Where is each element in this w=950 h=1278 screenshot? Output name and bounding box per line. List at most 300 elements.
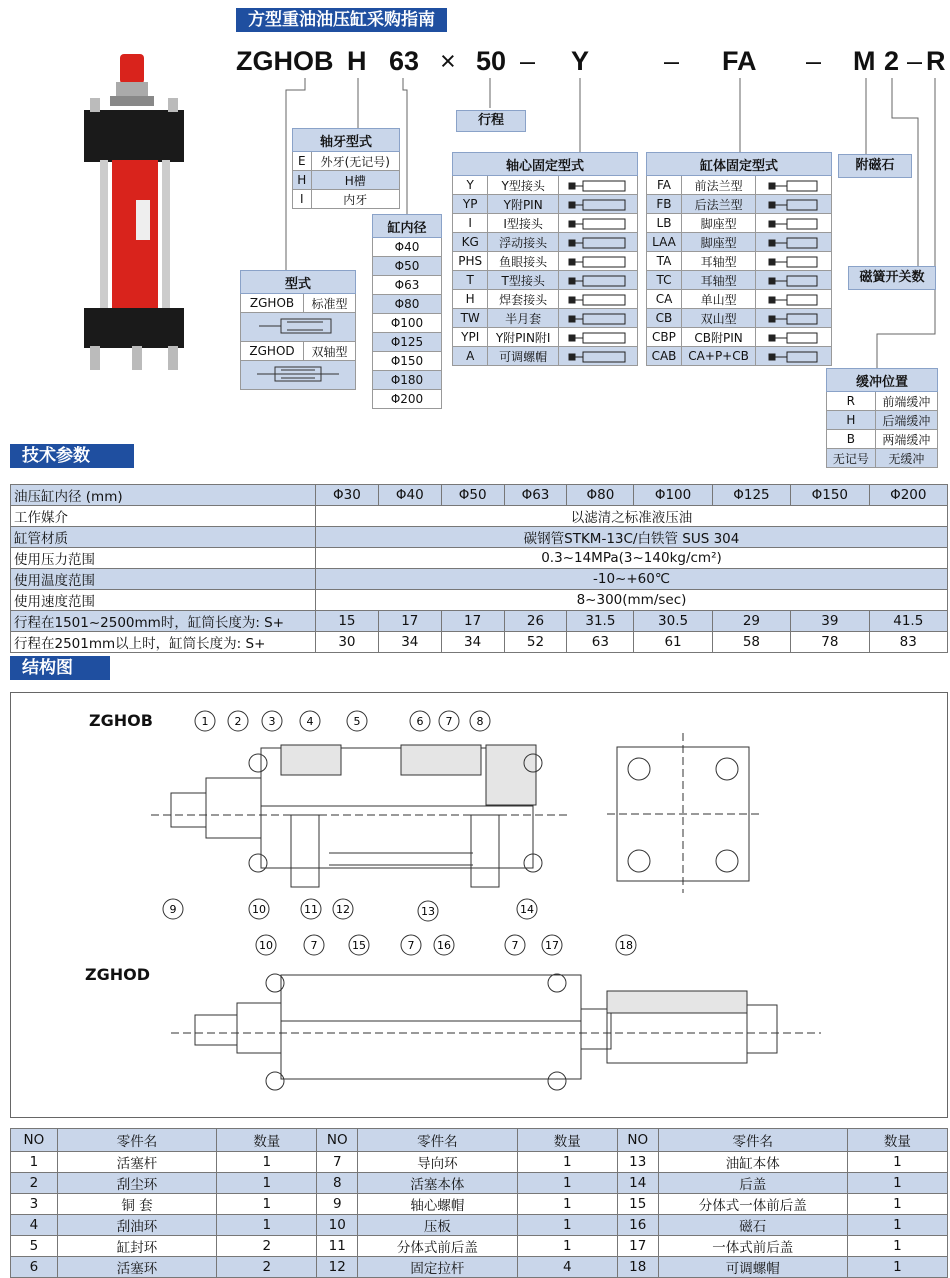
mount-diagram-icon (763, 256, 825, 268)
mount-diagram-icon (763, 351, 825, 363)
parts-cell: 9 (317, 1194, 358, 1215)
tech-value: 29 (712, 611, 790, 632)
callout-number: 7 (407, 939, 415, 952)
structure-drawing (11, 693, 945, 1115)
parts-cell: 15 (617, 1194, 658, 1215)
parts-cell: 铜 套 (57, 1194, 217, 1215)
parts-cell: 8 (317, 1173, 358, 1194)
parts-cell: 1 (217, 1215, 317, 1236)
parts-cell: 18 (617, 1257, 658, 1278)
tech-row (11, 506, 948, 527)
parts-cell: 2 (11, 1173, 58, 1194)
bore-table (372, 214, 442, 409)
type-diagram-standard (241, 313, 356, 342)
parts-row (11, 1194, 948, 1215)
parts-cell: 1 (217, 1194, 317, 1215)
tech-label: 使用压力范围 (11, 548, 316, 569)
callout-number: 13 (421, 905, 435, 918)
mount-diagram-icon (763, 313, 825, 325)
tech-label: 使用速度范围 (11, 590, 316, 611)
mount-desc: 脚座型 (681, 214, 755, 233)
callout-number: 3 (268, 715, 276, 728)
mount-code: PHS (453, 252, 488, 271)
callout-number: 10 (259, 939, 273, 952)
tech-bore: Φ100 (634, 485, 712, 506)
mount-code: CB (647, 309, 682, 328)
tech-value: 63 (567, 632, 634, 653)
code-switch: 2 (884, 46, 900, 76)
parts-cell: 1 (517, 1173, 617, 1194)
mount-option-row (453, 195, 638, 214)
mount-desc: T型接头 (488, 271, 559, 290)
tech-row (11, 590, 948, 611)
code-thread: H (347, 46, 367, 76)
bore-header: 缸内径 (373, 215, 442, 238)
parts-row (11, 1236, 948, 1257)
parts-cell: 活塞环 (57, 1257, 217, 1278)
tech-value: 52 (504, 632, 567, 653)
code-stroke: 50 (476, 46, 507, 76)
rod-mount-table (452, 152, 638, 366)
type-header: 型式 (241, 271, 356, 294)
body-mount-header: 缸体固定型式 (647, 153, 832, 176)
cushion-code: H (827, 411, 876, 430)
callout-number: 5 (353, 715, 361, 728)
parts-cell: 活塞本体 (358, 1173, 518, 1194)
callout-number: 7 (445, 715, 453, 728)
mount-option-row (453, 347, 638, 366)
callout-number: 18 (619, 939, 633, 952)
mount-icon-cell (558, 328, 637, 347)
mount-diagram-icon (763, 218, 825, 230)
parts-cell: 导向环 (358, 1152, 518, 1173)
mount-desc: Y型接头 (488, 176, 559, 195)
mount-icon-cell (558, 290, 637, 309)
parts-cell: 1 (217, 1173, 317, 1194)
mount-icon-cell (558, 195, 637, 214)
tech-row (11, 569, 948, 590)
mount-diagram-icon (567, 313, 629, 325)
tech-value: 31.5 (567, 611, 634, 632)
mount-icon-cell (558, 271, 637, 290)
mount-icon-cell (756, 195, 832, 214)
mount-diagram-icon (567, 275, 629, 287)
mount-code: T (453, 271, 488, 290)
mount-option-row (453, 252, 638, 271)
code-cushion: R (926, 46, 946, 76)
type-code: ZGHOD (241, 342, 304, 361)
bore-option: Φ125 (373, 333, 442, 352)
tech-label: 使用温度范围 (11, 569, 316, 590)
mount-icon-cell (756, 176, 832, 195)
callout-number: 6 (416, 715, 424, 728)
parts-cell: 一体式前后盖 (658, 1236, 847, 1257)
type-code: ZGHOB (241, 294, 304, 313)
tech-label: 行程在2501mm以上时，缸筒长度为: S+ (11, 632, 316, 653)
mount-option-row (453, 233, 638, 252)
parts-cell: 分体式一体前后盖 (658, 1194, 847, 1215)
parts-cell: 3 (11, 1194, 58, 1215)
reed-switch-label: 磁簧开关数 (848, 266, 936, 290)
tech-value: -10~+60℃ (316, 569, 948, 590)
type-table (240, 270, 356, 390)
parts-cell: 1 (517, 1236, 617, 1257)
mount-code: TA (647, 252, 682, 271)
callout-number: 7 (310, 939, 318, 952)
thread-type-table (292, 128, 400, 209)
callout-number: 10 (252, 903, 266, 916)
mount-icon-cell (558, 233, 637, 252)
parts-row (11, 1215, 948, 1236)
mount-option-row (453, 214, 638, 233)
parts-cell: 5 (11, 1236, 58, 1257)
parts-cell: 1 (11, 1152, 58, 1173)
parts-cell: 14 (617, 1173, 658, 1194)
mount-diagram-icon (763, 294, 825, 306)
parts-cell: 16 (617, 1215, 658, 1236)
cylinder-diagram-icon (253, 315, 343, 337)
cushion-table (826, 368, 938, 468)
parts-cell: 分体式前后盖 (358, 1236, 518, 1257)
code-times: × (440, 46, 456, 76)
mount-code: FB (647, 195, 682, 214)
mount-diagram-icon (763, 275, 825, 287)
parts-header-row (11, 1129, 948, 1152)
callout-number: 16 (437, 939, 451, 952)
code-series: ZGHOB (236, 46, 334, 76)
tech-value: 碳钢管STKM-13C/白铁管 SUS 304 (316, 527, 948, 548)
parts-row (11, 1257, 948, 1278)
parts-cell: 4 (11, 1215, 58, 1236)
tech-value: 30 (316, 632, 379, 653)
parts-cell: 1 (517, 1194, 617, 1215)
mount-code: LB (647, 214, 682, 233)
parts-cell: 缸封环 (57, 1236, 217, 1257)
parts-cell: 活塞杆 (57, 1152, 217, 1173)
tech-value: 83 (869, 632, 947, 653)
parts-cell: 1 (517, 1152, 617, 1173)
cushion-code: R (827, 392, 876, 411)
thread-code: H (293, 171, 312, 190)
mount-icon-cell (756, 271, 832, 290)
tech-value: 8~300(mm/sec) (316, 590, 948, 611)
mount-icon-cell (558, 347, 637, 366)
rod-mount-header: 轴心固定型式 (453, 153, 638, 176)
parts-cell: 刮尘环 (57, 1173, 217, 1194)
mount-icon-cell (558, 176, 637, 195)
page-title: 方型重油油压缸采购指南 (236, 8, 447, 32)
code-dash-4: – (907, 46, 923, 76)
mount-option-row (453, 309, 638, 328)
mount-code: A (453, 347, 488, 366)
mount-desc: CA+P+CB (681, 347, 755, 366)
mount-code: LAA (647, 233, 682, 252)
parts-header-cell: NO (11, 1129, 58, 1152)
parts-cell: 17 (617, 1236, 658, 1257)
mount-diagram-icon (763, 332, 825, 344)
mount-option-row (647, 309, 832, 328)
callout-number: 17 (545, 939, 559, 952)
stroke-label: 行程 (456, 110, 526, 132)
mount-code: CBP (647, 328, 682, 347)
parts-cell: 1 (847, 1257, 947, 1278)
parts-cell: 1 (847, 1194, 947, 1215)
parts-cell: 1 (847, 1236, 947, 1257)
tech-value: 61 (634, 632, 712, 653)
parts-cell: 压板 (358, 1215, 518, 1236)
tech-bore: Φ50 (441, 485, 504, 506)
bore-option: Φ150 (373, 352, 442, 371)
thread-desc: H槽 (311, 171, 399, 190)
code-body-mount: FA (722, 46, 757, 76)
callout-number: 2 (234, 715, 242, 728)
bore-option: Φ200 (373, 390, 442, 409)
mount-code: FA (647, 176, 682, 195)
parts-row (11, 1173, 948, 1194)
mount-desc: 半月套 (488, 309, 559, 328)
mount-code: I (453, 214, 488, 233)
tech-bore: Φ150 (791, 485, 869, 506)
mount-diagram-icon (567, 351, 629, 363)
parts-header-cell: NO (617, 1129, 658, 1152)
mount-code: TW (453, 309, 488, 328)
parts-cell: 刮油环 (57, 1215, 217, 1236)
mount-option-row (647, 271, 832, 290)
tech-value: 17 (378, 611, 441, 632)
code-dash-2: – (664, 46, 680, 76)
parts-cell: 4 (517, 1257, 617, 1278)
cushion-header: 缓冲位置 (827, 369, 938, 392)
mount-desc: 后法兰型 (681, 195, 755, 214)
parts-cell: 6 (11, 1257, 58, 1278)
tech-row (11, 611, 948, 632)
mount-option-row (453, 328, 638, 347)
mount-desc: 耳轴型 (681, 252, 755, 271)
bore-option: Φ50 (373, 257, 442, 276)
cushion-code: 无记号 (827, 449, 876, 468)
magnet-label: 附磁石 (838, 154, 912, 178)
mount-icon-cell (558, 309, 637, 328)
mount-code: H (453, 290, 488, 309)
mount-option-row (647, 328, 832, 347)
tech-value: 0.3~14MPa(3~140kg/cm²) (316, 548, 948, 569)
parts-cell: 1 (847, 1173, 947, 1194)
callout-number: 8 (476, 715, 484, 728)
mount-option-row (453, 271, 638, 290)
callout-number: 9 (169, 903, 177, 916)
thread-code: E (293, 152, 312, 171)
cylinder-diagram-icon (253, 363, 343, 385)
code-bore: 63 (389, 46, 420, 76)
parts-header-cell: 数量 (517, 1129, 617, 1152)
mount-option-row (647, 176, 832, 195)
callout-number: 4 (306, 715, 314, 728)
parts-cell: 11 (317, 1236, 358, 1257)
parts-cell: 磁石 (658, 1215, 847, 1236)
parts-cell: 2 (217, 1257, 317, 1278)
bore-option: Φ40 (373, 238, 442, 257)
mount-diagram-icon (567, 199, 629, 211)
bore-option: Φ80 (373, 295, 442, 314)
parts-cell: 1 (517, 1215, 617, 1236)
type-desc: 标准型 (304, 294, 356, 313)
tech-parameters-table (10, 484, 948, 653)
code-magnet: M (853, 46, 876, 76)
mount-desc: 耳轴型 (681, 271, 755, 290)
mount-icon-cell (756, 328, 832, 347)
mount-code: YP (453, 195, 488, 214)
mount-code: Y (453, 176, 488, 195)
parts-cell: 后盖 (658, 1173, 847, 1194)
tech-label: 行程在1501~2500mm时，缸筒长度为: S+ (11, 611, 316, 632)
mount-diagram-icon (567, 218, 629, 230)
bore-option: Φ180 (373, 371, 442, 390)
thread-desc: 内牙 (311, 190, 399, 209)
mount-code: TC (647, 271, 682, 290)
tech-section-title: 技术参数 (10, 444, 134, 468)
parts-header-cell: 数量 (847, 1129, 947, 1152)
mount-icon-cell (756, 233, 832, 252)
tech-label: 油压缸内径 (mm) (11, 485, 316, 506)
tech-value: 15 (316, 611, 379, 632)
parts-cell: 1 (847, 1152, 947, 1173)
tech-value: 41.5 (869, 611, 947, 632)
code-dash-1: – (520, 46, 536, 76)
thread-code: I (293, 190, 312, 209)
parts-table (10, 1128, 948, 1278)
struct-section-title: 结构图 (10, 656, 110, 680)
structure-diagram (10, 692, 948, 1118)
tech-value: 30.5 (634, 611, 712, 632)
cushion-desc: 前端缓冲 (875, 392, 937, 411)
callout-number: 7 (511, 939, 519, 952)
mount-icon-cell (756, 290, 832, 309)
tech-label: 缸管材质 (11, 527, 316, 548)
mount-desc: 双山型 (681, 309, 755, 328)
tech-value: 17 (441, 611, 504, 632)
tech-value: 58 (712, 632, 790, 653)
code-rod-mount: Y (571, 46, 590, 76)
mount-option-row (453, 176, 638, 195)
tech-bore: Φ63 (504, 485, 567, 506)
thread-desc: 外牙(无记号) (311, 152, 399, 171)
callout-number: 11 (304, 903, 318, 916)
mount-diagram-icon (567, 294, 629, 306)
mount-option-row (647, 233, 832, 252)
mount-desc: Y附PIN (488, 195, 559, 214)
cushion-code: B (827, 430, 876, 449)
parts-cell: 7 (317, 1152, 358, 1173)
mount-diagram-icon (567, 237, 629, 249)
callout-number: 12 (336, 903, 350, 916)
tech-bore: Φ80 (567, 485, 634, 506)
mount-icon-cell (756, 347, 832, 366)
tech-value: 以滤清之标准液压油 (316, 506, 948, 527)
parts-header-cell: 零件名 (358, 1129, 518, 1152)
mount-desc: Y附PIN附I (488, 328, 559, 347)
parts-cell: 10 (317, 1215, 358, 1236)
mount-code: CA (647, 290, 682, 309)
mount-option-row (453, 290, 638, 309)
parts-cell: 可调螺帽 (658, 1257, 847, 1278)
mount-diagram-icon (763, 180, 825, 192)
mount-desc: 单山型 (681, 290, 755, 309)
tech-bore: Φ200 (869, 485, 947, 506)
tech-value: 26 (504, 611, 567, 632)
parts-cell: 1 (217, 1152, 317, 1173)
bore-option: Φ100 (373, 314, 442, 333)
mount-option-row (647, 347, 832, 366)
code-dash-3: – (806, 46, 822, 76)
tech-row (11, 527, 948, 548)
tech-value: 39 (791, 611, 869, 632)
parts-cell: 1 (847, 1215, 947, 1236)
tech-value: 34 (441, 632, 504, 653)
parts-cell: 13 (617, 1152, 658, 1173)
tech-bore: Φ40 (378, 485, 441, 506)
callout-number: 15 (352, 939, 366, 952)
struct-label-zghod: ZGHOD (85, 965, 151, 984)
mount-icon-cell (756, 309, 832, 328)
mount-desc: 可调螺帽 (488, 347, 559, 366)
mount-icon-cell (756, 252, 832, 271)
tech-value: 34 (378, 632, 441, 653)
mount-icon-cell (558, 252, 637, 271)
mount-option-row (647, 195, 832, 214)
parts-row (11, 1152, 948, 1173)
parts-header-cell: 零件名 (57, 1129, 217, 1152)
parts-header-cell: 零件名 (658, 1129, 847, 1152)
tech-row (11, 548, 948, 569)
mount-icon-cell (558, 214, 637, 233)
cushion-desc: 无缓冲 (875, 449, 937, 468)
callout-number: 1 (201, 715, 209, 728)
mount-diagram-icon (567, 256, 629, 268)
bore-option: Φ63 (373, 276, 442, 295)
type-desc: 双轴型 (304, 342, 356, 361)
parts-header-cell: NO (317, 1129, 358, 1152)
callout-number: 14 (520, 903, 534, 916)
mount-desc: 浮动接头 (488, 233, 559, 252)
body-mount-table (646, 152, 832, 366)
mount-desc: 脚座型 (681, 233, 755, 252)
mount-desc: I型接头 (488, 214, 559, 233)
mount-code: CAB (647, 347, 682, 366)
parts-header-cell: 数量 (217, 1129, 317, 1152)
tech-row (11, 632, 948, 653)
mount-diagram-icon (763, 237, 825, 249)
cushion-desc: 两端缓冲 (875, 430, 937, 449)
parts-cell: 固定拉杆 (358, 1257, 518, 1278)
mount-diagram-icon (567, 180, 629, 192)
mount-desc: 前法兰型 (681, 176, 755, 195)
mount-desc: CB附PIN (681, 328, 755, 347)
tech-value: 78 (791, 632, 869, 653)
mount-option-row (647, 214, 832, 233)
parts-cell: 轴心螺帽 (358, 1194, 518, 1215)
parts-cell: 12 (317, 1257, 358, 1278)
mount-option-row (647, 290, 832, 309)
cushion-desc: 后端缓冲 (875, 411, 937, 430)
mount-desc: 鱼眼接头 (488, 252, 559, 271)
mount-icon-cell (756, 214, 832, 233)
tech-label: 工作媒介 (11, 506, 316, 527)
mount-diagram-icon (567, 332, 629, 344)
mount-code: YPI (453, 328, 488, 347)
mount-code: KG (453, 233, 488, 252)
mount-diagram-icon (763, 199, 825, 211)
tech-bore: Φ125 (712, 485, 790, 506)
